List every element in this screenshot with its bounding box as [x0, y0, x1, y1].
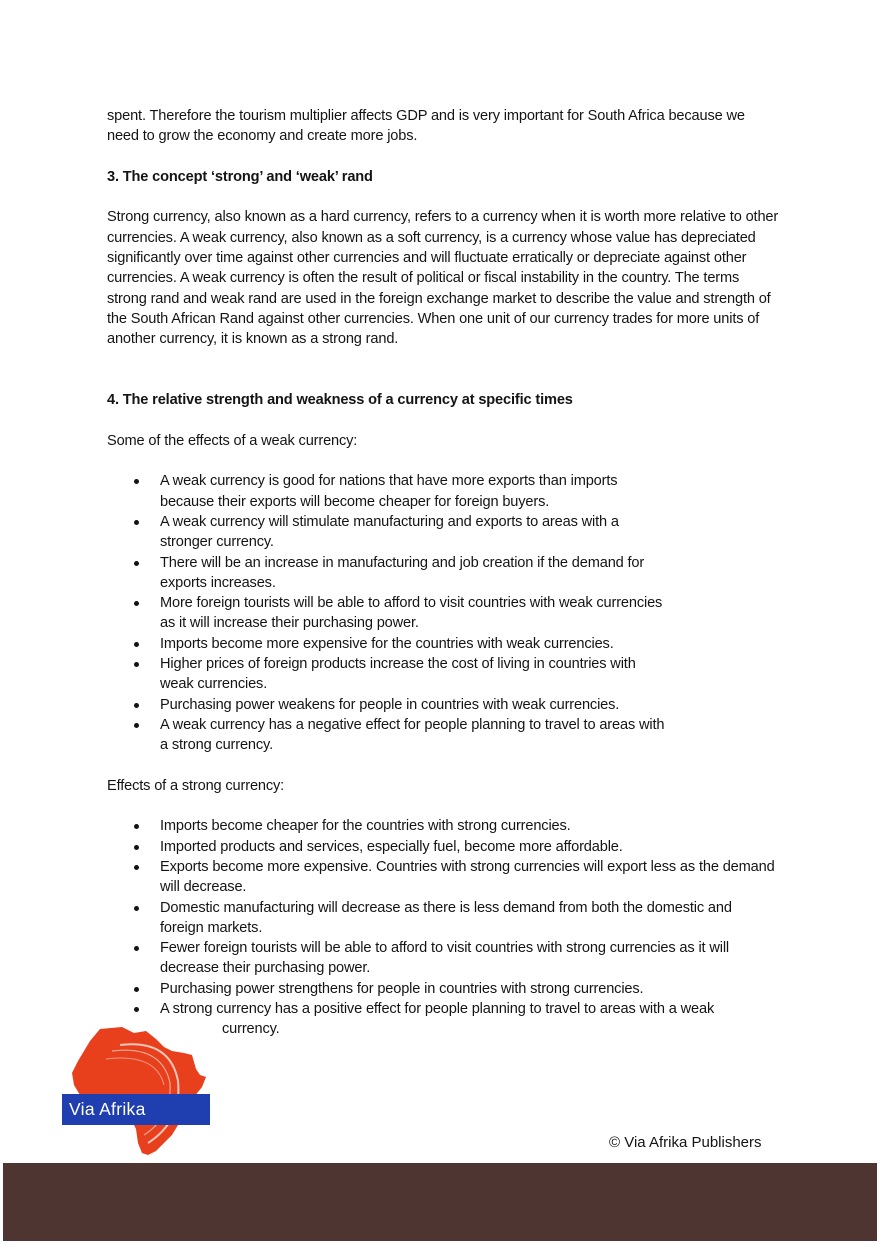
weak-currency-intro: Some of the effects of a weak currency:	[107, 432, 358, 449]
list-item: Imports become cheaper for the countries with strong currencies.	[107, 816, 779, 836]
footer-bar	[3, 1163, 877, 1241]
list-item: Higher prices of foreign products increase the cost of living in countries with weak currencies.	[107, 654, 667, 695]
bullet-icon	[134, 824, 139, 829]
page-content	[107, 106, 779, 1060]
list-item: There will be an increase in manufacturing and job creation if the demand for exports increases.	[107, 553, 667, 594]
africa-map-icon	[60, 1025, 214, 1157]
bullet-icon	[134, 946, 139, 951]
bullet-icon	[134, 642, 139, 647]
section-3-paragraph: Strong currency, also known as a hard currency, refers to a currency when it is worth more relative to other currencies. A weak currency, also known as a soft currency, is a currency whose value has depreciated significantly over time against other currencies and will fluctuate erratically or depreciate against other currencies. A weak currency is often the result of political or fiscal instability in the country. The terms strong rand and weak rand are used in the foreign exchange market to describe the value and strength of the South African Rand against other currencies. When one unit of our currency trades for more units of another currency, it is known as a strong rand.	[107, 209, 779, 348]
bullet-icon	[134, 601, 139, 606]
bullet-icon	[134, 723, 139, 728]
list-item: Purchasing power strengthens for people in countries with strong currencies.	[107, 979, 779, 999]
list-item: Imported products and services, especially fuel, become more affordable.	[107, 837, 779, 857]
via-afrika-logo	[60, 1025, 214, 1157]
bullet-icon	[134, 479, 139, 484]
bullet-icon	[134, 662, 139, 667]
list-item: Purchasing power weakens for people in countries with weak currencies.	[107, 695, 667, 715]
bullet-icon	[134, 520, 139, 525]
intro-paragraph: spent. Therefore the tourism multiplier affects GDP and is very important for South Africa because we need to grow the economy and create more jobs.	[107, 108, 745, 145]
section-3-heading: 3. The concept ‘strong’ and ‘weak’ rand	[107, 168, 373, 185]
list-item: A weak currency will stimulate manufacturing and exports to areas with a stronger currency.	[107, 512, 667, 553]
logo-text: Via Afrika	[69, 1099, 146, 1119]
bullet-icon	[134, 561, 139, 566]
bullet-icon	[134, 906, 139, 911]
list-item: A weak currency is good for nations that have more exports than imports because their exports will become cheaper for foreign buyers.	[107, 471, 667, 512]
bullet-icon	[134, 987, 139, 992]
bullet-icon	[134, 1007, 139, 1012]
list-item: Imports become more expensive for the countries with weak currencies.	[107, 634, 667, 654]
list-item: Fewer foreign tourists will be able to afford to visit countries with strong currencies as it will decrease their purchasing power.	[107, 938, 779, 979]
list-item: Exports become more expensive. Countries with strong currencies will export less as the demand will decrease.	[107, 857, 779, 898]
weak-currency-effects-list	[107, 471, 667, 755]
bullet-icon	[134, 845, 139, 850]
bullet-icon	[134, 703, 139, 708]
strong-currency-effects-list	[107, 816, 779, 1039]
section-4-heading: 4. The relative strength and weakness of a currency at specific times	[107, 392, 573, 409]
list-item: Domestic manufacturing will decrease as there is less demand from both the domestic and foreign markets.	[107, 898, 779, 939]
bullet-icon	[134, 865, 139, 870]
list-item: A strong currency has a positive effect for people planning to travel to areas with a weak currency.	[107, 999, 779, 1040]
copyright-notice: © Via Afrika Publishers	[609, 1134, 762, 1151]
list-item: More foreign tourists will be able to afford to visit countries with weak currencies as it will increase their purchasing power.	[107, 593, 667, 634]
list-item: A weak currency has a negative effect for people planning to travel to areas with a strong currency.	[107, 715, 667, 756]
strong-currency-intro: Effects of a strong currency:	[107, 777, 285, 794]
